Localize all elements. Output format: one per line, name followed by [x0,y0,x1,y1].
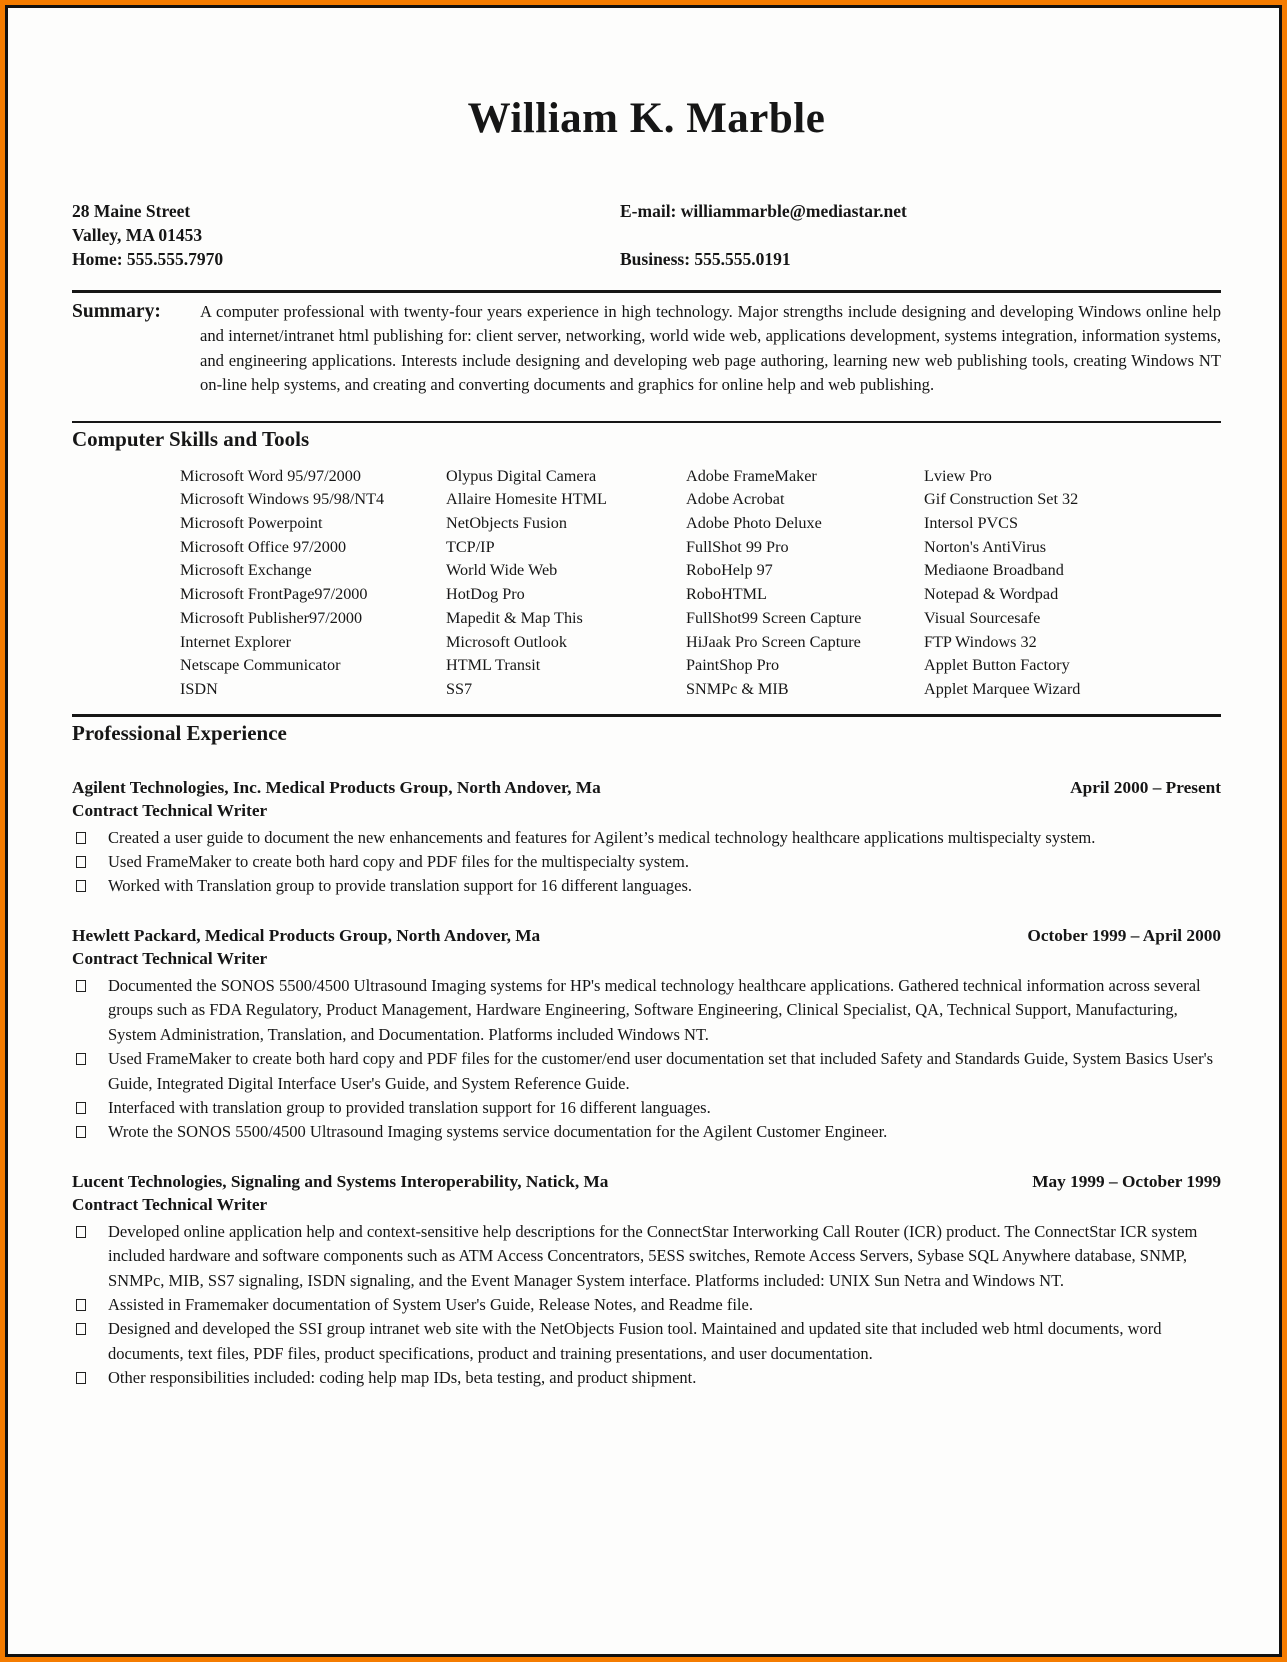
skill-item: Visual Sourcesafe [924,608,1041,627]
bullet-item [72,1096,1221,1120]
job-role: Contract Technical Writer [72,948,268,968]
job-header [72,1170,1221,1193]
bullet-text: Wrote the SONOS 5500/4500 Ultrasound Imaging systems service documentation for the Agilent Customer Engineer. [108,1122,888,1142]
job-company: Lucent Technologies, Signaling and Systems Interoperability, Natick, Ma [72,1171,609,1191]
address-line1: 28 Maine Street [72,201,191,221]
job-dates: May 1999 – October 1999 [1032,1171,1221,1191]
email-label: E-mail: [620,201,677,221]
skill-item: Microsoft Outlook [446,632,567,651]
checkbox-bullet-icon [76,856,86,868]
summary-section [72,300,1221,398]
bullet-text: Developed online application help and context-sensitive help descriptions for the ConnectStar Interworking Call Router (ICR) product. The ConnectStar ICR system included hardware and software components such as ATM Access Concentrators, 5ESS switches, Remote Access Servers, Sybase SQL Anywhere database, SNMP, SNMPc, MIB, SS7 signaling, ISDN signaling, and the Event Manager System interface. Platforms included: UNIX Sun Netra and Windows NT. [108,1221,1198,1290]
skill-item: TCP/IP [446,537,495,556]
bullet-item [72,850,1221,874]
skill-item: Microsoft Publisher97/2000 [180,608,363,627]
skill-item: Microsoft Powerpoint [180,514,323,533]
job-dates: April 2000 – Present [1070,777,1221,797]
experience-section [72,776,1221,1391]
skill-item: Norton's AntiVirus [924,537,1047,556]
skill-item: Microsoft Word 95/97/2000 [180,466,361,485]
skill-item: SS7 [446,679,473,698]
bullet-item [72,1120,1221,1144]
summary-text: A computer professional with twenty-four years experience in high technology. Major strengths include designing and developing Windows online help and internet/intranet html publishing for: client server, networking, world wide web, applications development, systems integration, information systems, and engineering applications. Interests include designing and developing web page authoring, learning new web publishing tools, creating Windows NT on-line help systems, and creating and converting documents and graphics for online help and web publishing. [200,302,1221,395]
skill-item: Allaire Homesite HTML [446,490,607,509]
contact-left [72,199,620,271]
job-entry-hewlett-packard [72,924,1221,1145]
skill-item: Netscape Communicator [180,656,341,675]
skill-item: Olypus Digital Camera [446,466,597,485]
skill-item: Microsoft Windows 95/98/NT4 [180,490,385,509]
bullet-item [72,1293,1221,1317]
skill-item: PaintShop Pro [686,656,780,675]
job-role: Contract Technical Writer [72,800,268,820]
skill-item: FTP Windows 32 [924,632,1037,651]
experience-heading: Professional Experience [72,720,287,745]
bullet-text: Created a user guide to document the new enhancements and features for Agilent’s medical technology healthcare applications multispecialty system. [108,827,1096,847]
skill-item: RoboHTML [686,585,767,604]
job-entry-lucent [72,1170,1221,1391]
summary-label: Summary: [72,301,161,322]
bullet-item [72,1047,1221,1096]
business-label: Business: [620,249,691,269]
checkbox-bullet-icon [76,1299,86,1311]
skill-item: Intersol PVCS [924,514,1018,533]
skill-item: Applet Button Factory [924,656,1070,675]
checkbox-bullet-icon [76,1372,86,1384]
skill-item: World Wide Web [446,561,558,580]
skill-item: SNMPc & MIB [686,679,789,698]
skills-table [180,465,1221,702]
section-divider [72,421,1221,423]
checkbox-bullet-icon [76,832,86,844]
skill-item: HTML Transit [446,656,541,675]
bullet-item [72,874,1221,898]
skill-item: FullShot 99 Pro [686,537,789,556]
skill-item: FullShot99 Screen Capture [686,608,862,627]
checkbox-bullet-icon [76,1323,86,1335]
bullet-text: Interfaced with translation group to provided translation support for 16 different languages. [108,1097,711,1117]
resume-page [5,5,1282,1657]
bullet-item [72,1317,1221,1366]
skill-item: Microsoft Exchange [180,561,312,580]
checkbox-bullet-icon [76,1053,86,1065]
skill-item: NetObjects Fusion [446,514,567,533]
bullet-text: Used FrameMaker to create both hard copy and PDF files for the multispecialty system. [108,852,690,872]
contact-block [72,199,1221,271]
skill-item: Adobe FrameMaker [686,466,817,485]
bullet-text: Assisted in Framemaker documentation of System User's Guide, Release Notes, and Readme file. [108,1294,753,1314]
bullet-list [72,1220,1221,1391]
skills-column-3 [686,465,924,702]
job-header [72,924,1221,947]
skills-column-1 [180,465,446,702]
skill-item: Microsoft FrontPage97/2000 [180,585,368,604]
business-phone: 555.555.0191 [694,249,791,269]
bullet-list [72,974,1221,1145]
email-line [620,199,1221,223]
skill-item: Mediaone Broadband [924,561,1064,580]
skill-item: HiJaak Pro Screen Capture [686,632,861,651]
checkbox-bullet-icon [76,1126,86,1138]
skill-item: Mapedit & Map This [446,608,583,627]
section-divider [72,714,1221,717]
skill-item: Internet Explorer [180,632,292,651]
job-company: Hewlett Packard, Medical Products Group, North Andover, Ma [72,925,541,945]
bullet-text: Documented the SONOS 5500/4500 Ultrasound Imaging systems for HP's medical technology healthcare applications. Gathered technical information across several groups such as FDA Regulatory, Product Management, Hardware Engineering, Software Engineering, Clinical Specialist, QA, Technical Support, Manufacturing, System Administration, Translation, and Documentation. Platforms included Windows NT. [108,975,1201,1044]
checkbox-bullet-icon [76,1226,86,1238]
bullet-list [72,826,1221,899]
home-label: Home: [72,249,123,269]
skills-column-4 [924,465,1221,702]
skill-item: Applet Marquee Wizard [924,679,1081,698]
home-phone: 555.555.7970 [126,249,224,269]
bullet-text: Used FrameMaker to create both hard copy and PDF files for the customer/end user documentation set that included Safety and Standards Guide, System Basics User's Guide, Integrated Digital Interface User's Guide, and System Reference Guide. [108,1049,1213,1093]
checkbox-bullet-icon [76,880,86,892]
job-dates: October 1999 – April 2000 [1027,925,1221,945]
page-title: William K. Marble [467,95,826,142]
job-header [72,776,1221,799]
business-phone-line [620,247,1221,271]
bullet-text: Worked with Translation group to provide translation support for 16 different languages. [108,876,693,896]
email-value: williammarble@mediastar.net [680,201,907,221]
contact-right [620,199,1221,271]
contact-spacer [620,223,1221,247]
skill-item: RoboHelp 97 [686,561,773,580]
skill-item: Adobe Photo Deluxe [686,514,822,533]
skill-item: HotDog Pro [446,585,525,604]
skill-item: Microsoft Office 97/2000 [180,537,347,556]
bullet-text: Other responsibilities included: coding help map IDs, beta testing, and product shipment. [108,1368,697,1388]
section-divider [72,290,1221,293]
address-line2: Valley, MA 01453 [72,225,203,245]
skill-item: ISDN [180,679,218,698]
skill-item: Gif Construction Set 32 [924,490,1079,509]
skill-item: Lview Pro [924,466,992,485]
bullet-item [72,974,1221,1047]
skill-item: Notepad & Wordpad [924,585,1059,604]
job-entry-agilent [72,776,1221,899]
bullet-item [72,1366,1221,1390]
skills-column-2 [446,465,686,702]
checkbox-bullet-icon [76,1102,86,1114]
home-phone-line [72,247,620,271]
skills-heading: Computer Skills and Tools [72,426,310,451]
job-role: Contract Technical Writer [72,1194,268,1214]
skill-item: Adobe Acrobat [686,490,785,509]
job-company: Agilent Technologies, Inc. Medical Products Group, North Andover, Ma [72,777,601,797]
bullet-item [72,1220,1221,1293]
bullet-text: Designed and developed the SSI group intranet web site with the NetObjects Fusion tool. Maintained and updated site that included web html documents, word documents, text files, PDF files, product specifications, product and training presentations, and user documentation. [108,1319,1162,1363]
bullet-item [72,826,1221,850]
checkbox-bullet-icon [76,980,86,992]
